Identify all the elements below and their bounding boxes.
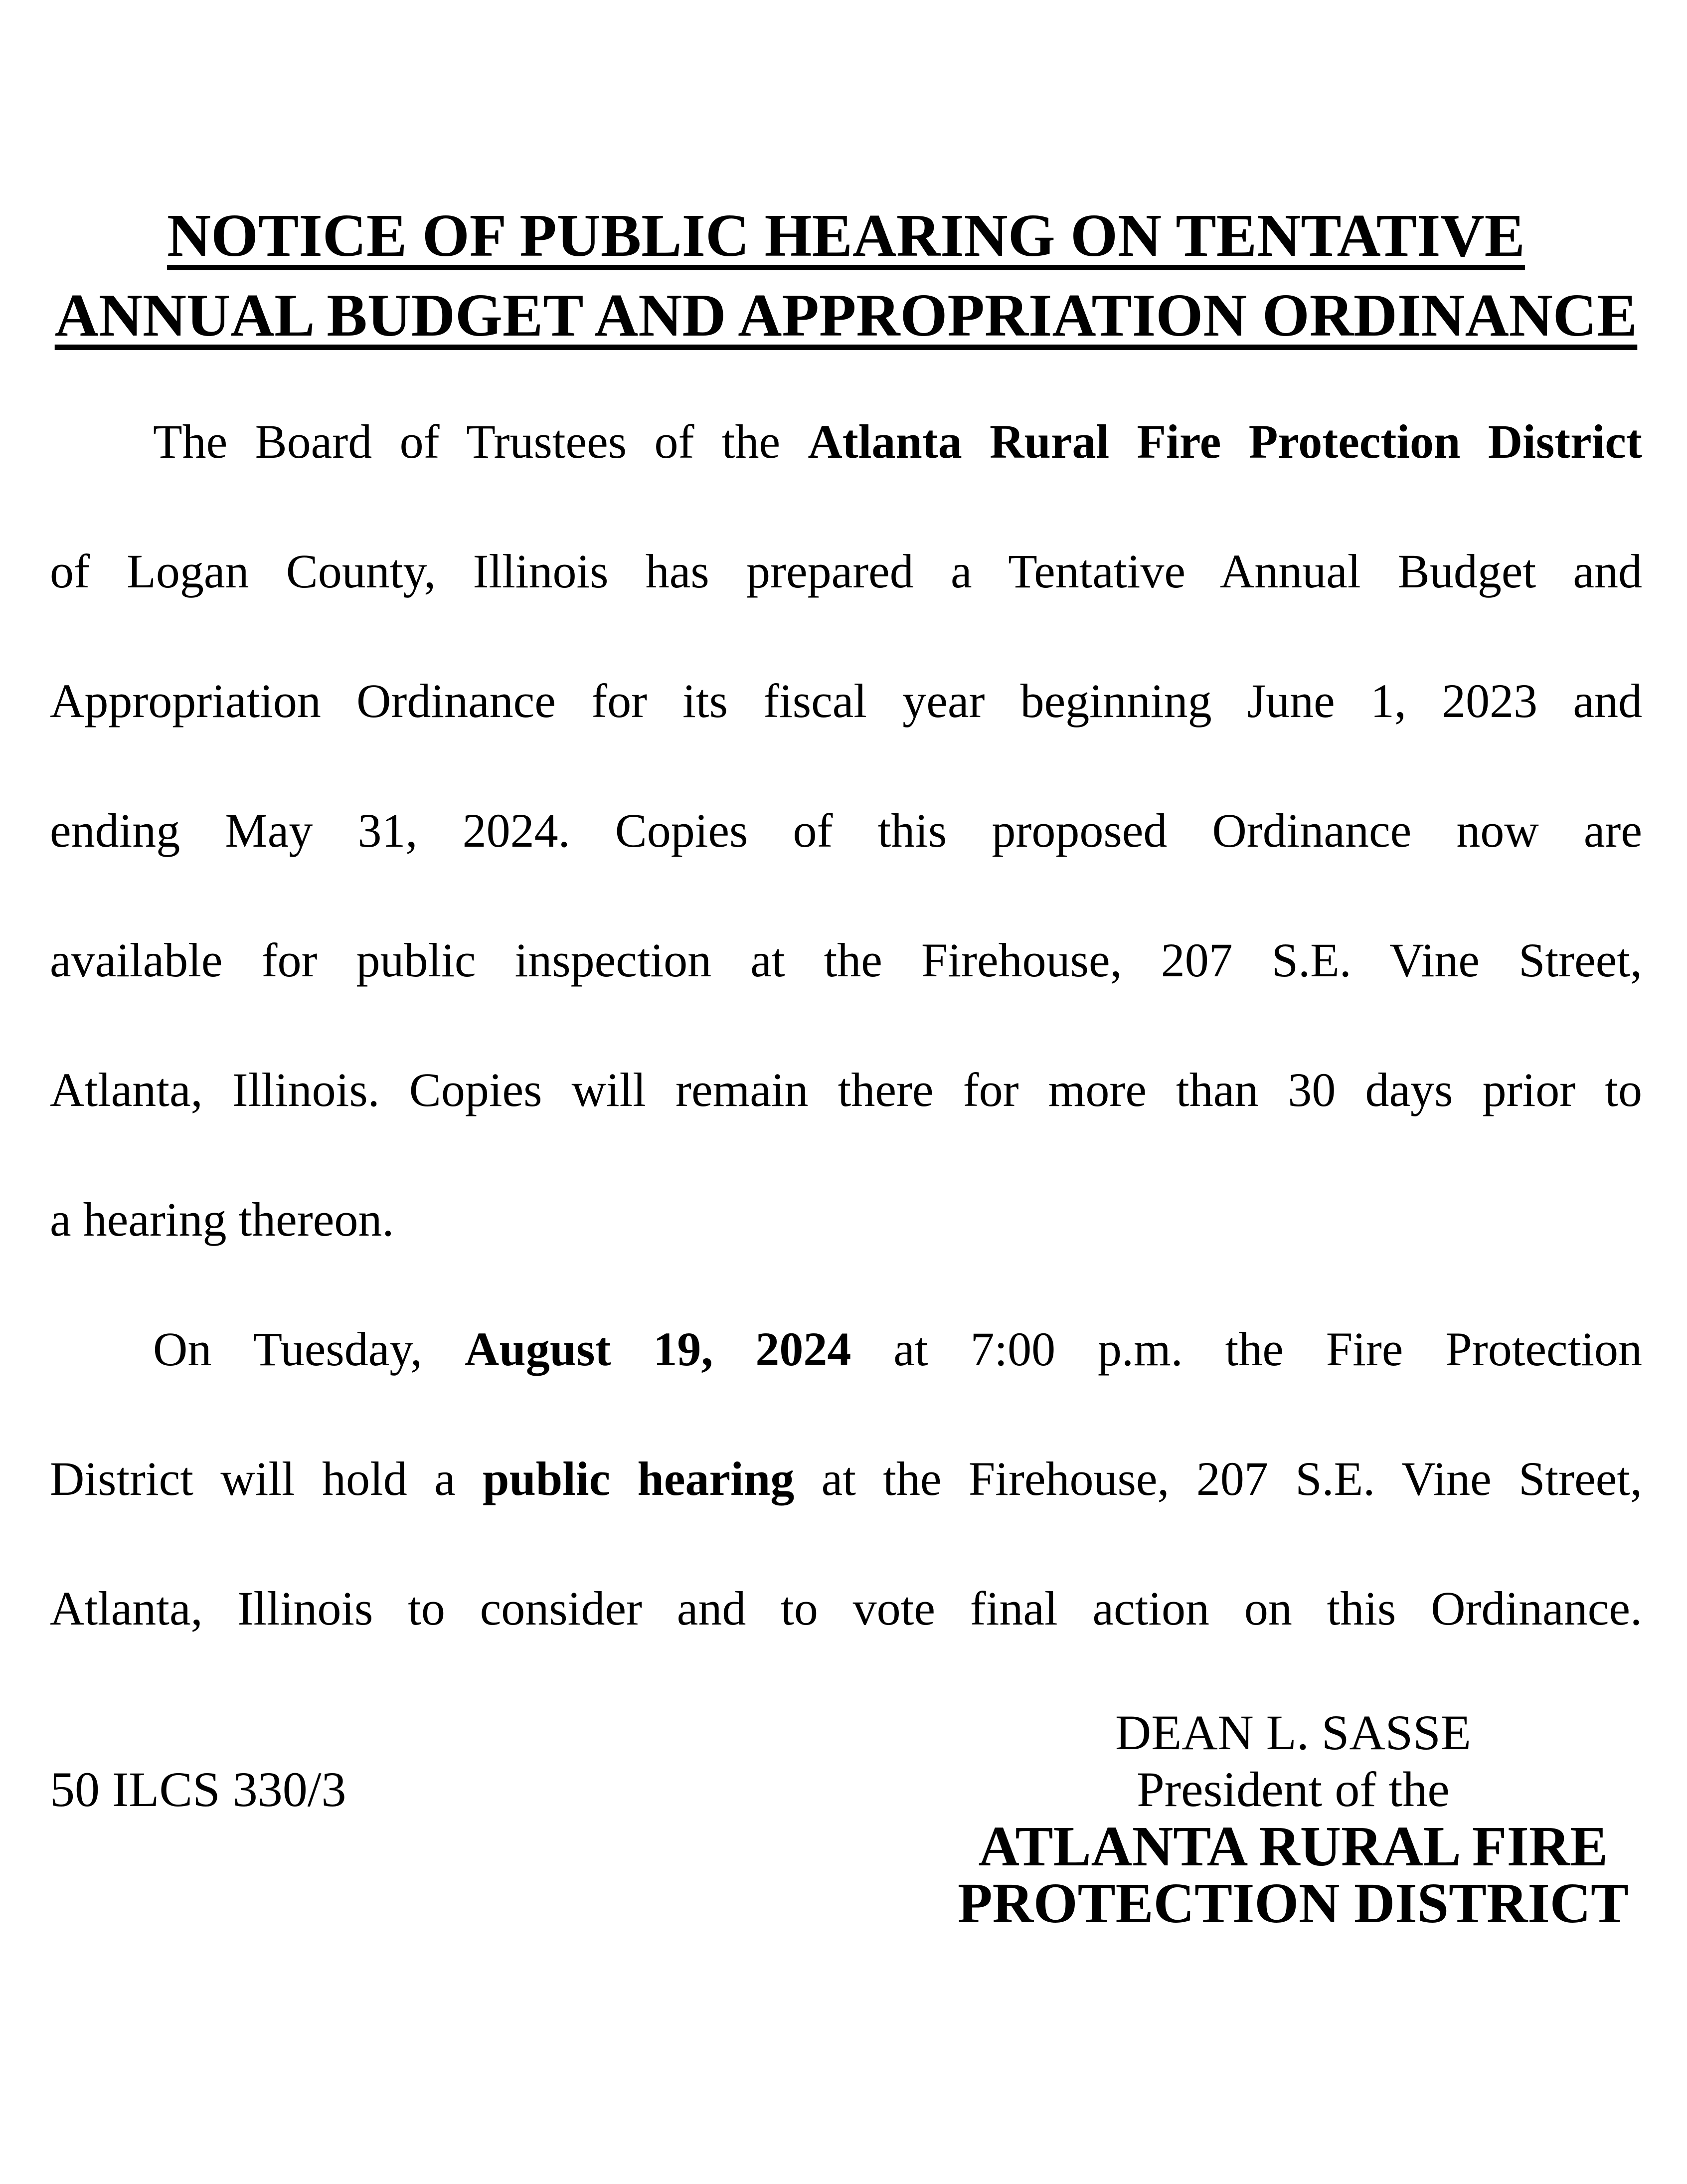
- organization-name-line-1: ATLANTA RURAL FIRE: [978, 1815, 1608, 1878]
- body-line: [50, 1155, 1642, 1284]
- text-segment: Atlanta, Illinois to consider and to vote final action on this Ordinance.: [50, 1582, 1642, 1635]
- notice-footer: [50, 1704, 1642, 1939]
- bold-text-segment: August 19, 2024: [465, 1322, 851, 1376]
- text-segment: Appropriation Ordinance for its fiscal year beginning June 1, 2023 and: [50, 674, 1642, 728]
- text-segment: a hearing thereon.: [50, 1193, 394, 1246]
- text-segment: The Board of Trustees of the: [153, 415, 808, 468]
- notice-body: [50, 377, 1642, 1673]
- text-segment: of Logan County, Illinois has prepared a Tentative Annual Budget and: [50, 545, 1642, 598]
- text-segment: at 7:00 p.m. the Fire Protection: [851, 1322, 1642, 1376]
- signatory-role: President of the: [1137, 1762, 1450, 1817]
- body-line: [50, 766, 1642, 896]
- body-line: [50, 1544, 1642, 1673]
- body-line: [50, 377, 1642, 507]
- body-line: [50, 507, 1642, 636]
- title-line-1: NOTICE OF PUBLIC HEARING ON TENTATIVE: [167, 202, 1525, 269]
- body-line: [50, 636, 1642, 766]
- bold-text-segment: public hearing: [483, 1452, 795, 1505]
- bold-text-segment: Atlanta Rural Fire Protection District: [808, 415, 1643, 468]
- text-segment: On Tuesday,: [153, 1322, 465, 1376]
- title-line-2: ANNUAL BUDGET AND APPROPRIATION ORDINANCE: [54, 282, 1638, 349]
- signatory-name: DEAN L. SASSE: [1115, 1705, 1471, 1760]
- body-line: [50, 1284, 1642, 1414]
- body-line: [50, 896, 1642, 1025]
- paragraph: [50, 377, 1642, 1284]
- text-segment: Atlanta, Illinois. Copies will remain there for more than 30 days prior to: [50, 1063, 1642, 1116]
- text-segment: at the Firehouse, 207 S.E. Vine Street,: [794, 1452, 1643, 1505]
- text-segment: District will hold a: [50, 1452, 483, 1505]
- signature-block: [944, 1704, 1642, 1935]
- text-segment: ending May 31, 2024. Copies of this proposed Ordinance now are: [50, 804, 1642, 857]
- paragraph: [50, 1284, 1642, 1673]
- text-segment: available for public inspection at the Firehouse, 207 S.E. Vine Street,: [50, 933, 1642, 987]
- statute-citation: 50 ILCS 330/3: [50, 1762, 346, 1817]
- notice-title: [50, 196, 1642, 356]
- organization-name-line-2: PROTECTION DISTRICT: [957, 1871, 1629, 1935]
- body-line: [50, 1025, 1642, 1155]
- body-line: [50, 1414, 1642, 1544]
